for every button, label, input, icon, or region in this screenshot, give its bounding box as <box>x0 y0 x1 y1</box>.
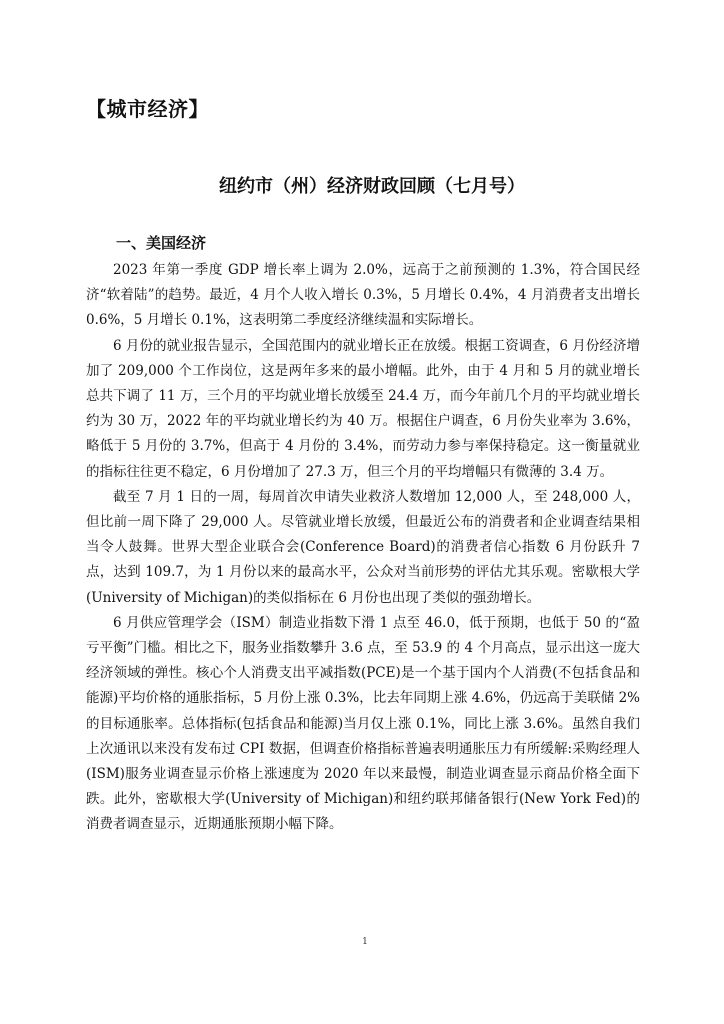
document-title: 纽约市（州）经济财政回顾（七月号） <box>219 176 525 197</box>
page-number: 1 <box>362 937 368 947</box>
section-tag: 【城市经济】 <box>86 97 209 121</box>
section-heading: 一、美国经济 <box>116 234 207 252</box>
paragraph-ism-inflation: 6 月供应管理学会（ISM）制造业指数下滑 1 点至 46.0，低于预期，也低于 50 的“盈亏平衡”门槛。相比之下，服务业指数攀升 3.6 点，至 53.9 的 4 个月高点，显示出这一庞大经济领域的弹性。核心个人消费支出平减指数(PCE)是一个基于国内个人消费(不包括食品和能源)平均价格的通胀指标，5 月份上涨 0.3%，比去年同期上涨 4.6%，仍远高于美联储 2%的目标通胀率。总体指标(包括食品和能源)当月仅上涨 0.1%，同比上涨 3.6%。虽然自我们上次通讯以来没有发布过 CPI 数据，但调查价格指标普遍表明通胀压力有所缓解:采购经理人(ISM)服务业调查显示价格上涨速度为 2020 年以来最慢，制造业调查显示商品价格全面下跌。此外，密歇根大学(University of Michigan)和纽约联邦储备银行(New York Fed)的消费者调查显示，近期通胀预期小幅下降。 <box>86 614 640 833</box>
paragraph-employment: 6 月份的就业报告显示，全国范围内的就业增长正在放缓。根据工资调查，6 月份经济增加了 209,000 个工作岗位，这是两年多来的最小增幅。此外，由于 4 月和 5 月的就业增长总共下调了 11 万，三个月的平均就业增长放缓至 24.4 万，而今年前几个月的平均就业增长约为 30 万，2022 年的平均就业增长约为 40 万。根据住户调查，6 月份失业率为 3.6%，略低于 5 月份的 3.7%，但高于 4 月份的 3.4%，而劳动力参与率保持稳定。这一衡量就业的指标往往更不稳定，6 月份增加了 27.3 万，但三个月的平均增幅只有微薄的 3.4 万。 <box>86 337 640 480</box>
body-text <box>86 258 640 838</box>
paragraph-jobless-claims: 截至 7 月 1 日的一周，每周首次申请失业救济人数增加 12,000 人，至 248,000 人，但比前一周下降了 29,000 人。尽管就业增长放缓，但最近公布的消费者和企业调查结果相当令人鼓舞。世界大型企业联合会(Conference Board)的消费者信心指数 6 月份跃升 7 点，达到 109.7，为 1 月份以来的最高水平，公众对当前形势的评估尤其乐观。密歇根大学(University of Michigan)的类似指标在 6 月份也出现了类似的强劲增长。 <box>86 488 640 606</box>
paragraph-gdp: 2023 年第一季度 GDP 增长率上调为 2.0%，远高于之前预测的 1.3%，符合国民经济“软着陆”的趋势。最近，4 月个人收入增长 0.3%，5 月增长 0.4%，4 月消费者支出增长 0.6%，5 月增长 0.1%，这表明第二季度经济继续温和实际增长。 <box>86 262 640 329</box>
